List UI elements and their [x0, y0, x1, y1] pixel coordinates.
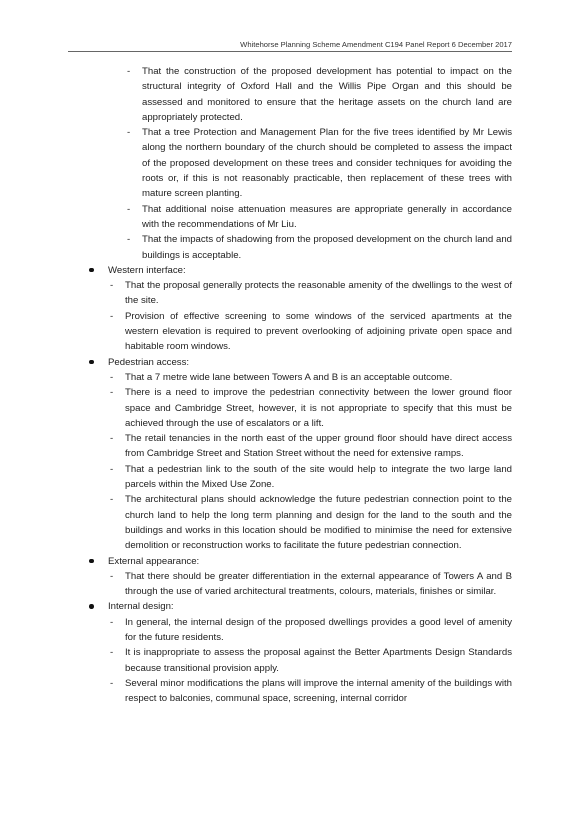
dash-marker: - [110, 677, 114, 689]
dash-marker: - [110, 463, 114, 475]
bullet-icon [89, 604, 94, 609]
list-item: - It is inappropriate to assess the proposal against the Better Apartments Design Standards because transitional provision apply. [110, 647, 512, 674]
section-church-interface-continued [68, 64, 512, 263]
list-item: - Several minor modifications the plans will improve the internal amenity of the buildings with respect to balconies, communal space, screening, internal corridor [110, 677, 512, 705]
dash-marker: - [127, 234, 131, 246]
section-heading: External appearance: [108, 555, 200, 567]
list-item: - That a pedestrian link to the south of the site would help to integrate the two large land parcels within the Mixed Use Zone. [110, 463, 512, 491]
dash-marker: - [110, 310, 114, 322]
list-item: - That a 7 metre wide lane between Towers A and B is an acceptable outcome. [108, 370, 512, 385]
section-heading: Western interface: [108, 264, 186, 276]
section-heading: Pedestrian access: [108, 356, 190, 368]
running-header: Whitehorse Planning Scheme Amendment C194 Panel Report 6 December 2017 [240, 40, 512, 49]
dash-marker: - [110, 570, 114, 582]
dash-marker: - [110, 494, 114, 506]
list-item: - Provision of effective screening to some windows of the serviced apartments at the western elevation is required to prevent overlooking of adjoining private open space and habitable room windows. [110, 310, 512, 353]
dash-marker: - [110, 647, 114, 659]
section-internal-design [68, 599, 512, 706]
bullet-icon [89, 559, 94, 564]
list-item: - The retail tenancies in the north east of the upper ground floor should have direct access from Cambridge Street and Station Street without the need for extensive ramps. [110, 433, 512, 460]
dash-marker: - [127, 203, 131, 215]
dash-marker: - [110, 387, 114, 399]
dash-marker: - [110, 616, 114, 628]
list-item: - That the impacts of shadowing from the proposed development on the church land and buildings is acceptable. [127, 234, 512, 261]
list-item: - That there should be greater differentiation in the external appearance of Towers A and B through the use of varied architectural treatments, colours, materials, finishes or similar. [110, 570, 512, 598]
section-western-interface [68, 263, 512, 355]
section-pedestrian-access [68, 355, 512, 554]
findings-list [68, 64, 512, 706]
dash-marker: - [110, 280, 114, 292]
bullet-icon [89, 268, 94, 273]
dash-marker: - [110, 433, 114, 445]
list-item: - In general, the internal design of the proposed dwellings provides a good level of amenity for the future residents. [110, 616, 512, 643]
bullet-icon [89, 360, 94, 365]
list-item: - That the construction of the proposed development has potential to impact on the structural integrity of Oxford Hall and the Willis Pipe Organ and this should be assessed and monitored to ensure that the heritage assets on the church land are appropriately protected. [127, 66, 512, 123]
list-item: - There is a need to improve the pedestrian connectivity between the lower ground floor space and Cambridge Street, however, it is not appropriate to specify that this must be achieved through the use of escalators or a lift. [110, 387, 512, 429]
header-rule [68, 51, 512, 52]
list-item: - That additional noise attenuation measures are appropriate generally in accordance with the recommendations of Mr Liu. [127, 203, 512, 230]
section-external-appearance [68, 554, 512, 600]
dash-marker: - [127, 127, 131, 139]
dash-marker: - [127, 66, 131, 77]
dash-marker: - [110, 371, 114, 383]
list-item: - That the proposal generally protects the reasonable amenity of the dwellings to the west of the site. [110, 280, 512, 307]
list-item: - That a tree Protection and Management Plan for the five trees identified by Mr Lewis along the northern boundary of the church should be completed to assess the impact of the proposed development on these trees and consider techniques for avoiding the roots or, if this is not reasonably practicable, then replacement of these trees with mature screen planting. [127, 127, 512, 200]
list-item: - The architectural plans should acknowledge the future pedestrian connection point to the church land to help the long term planning and design for the land to the south and the buildings and works in this location should be modified to minimise the need for extensive demolition or reconstruction works to facilitate the future pedestrian connection. [110, 494, 512, 552]
section-heading: Internal design: [108, 601, 174, 613]
